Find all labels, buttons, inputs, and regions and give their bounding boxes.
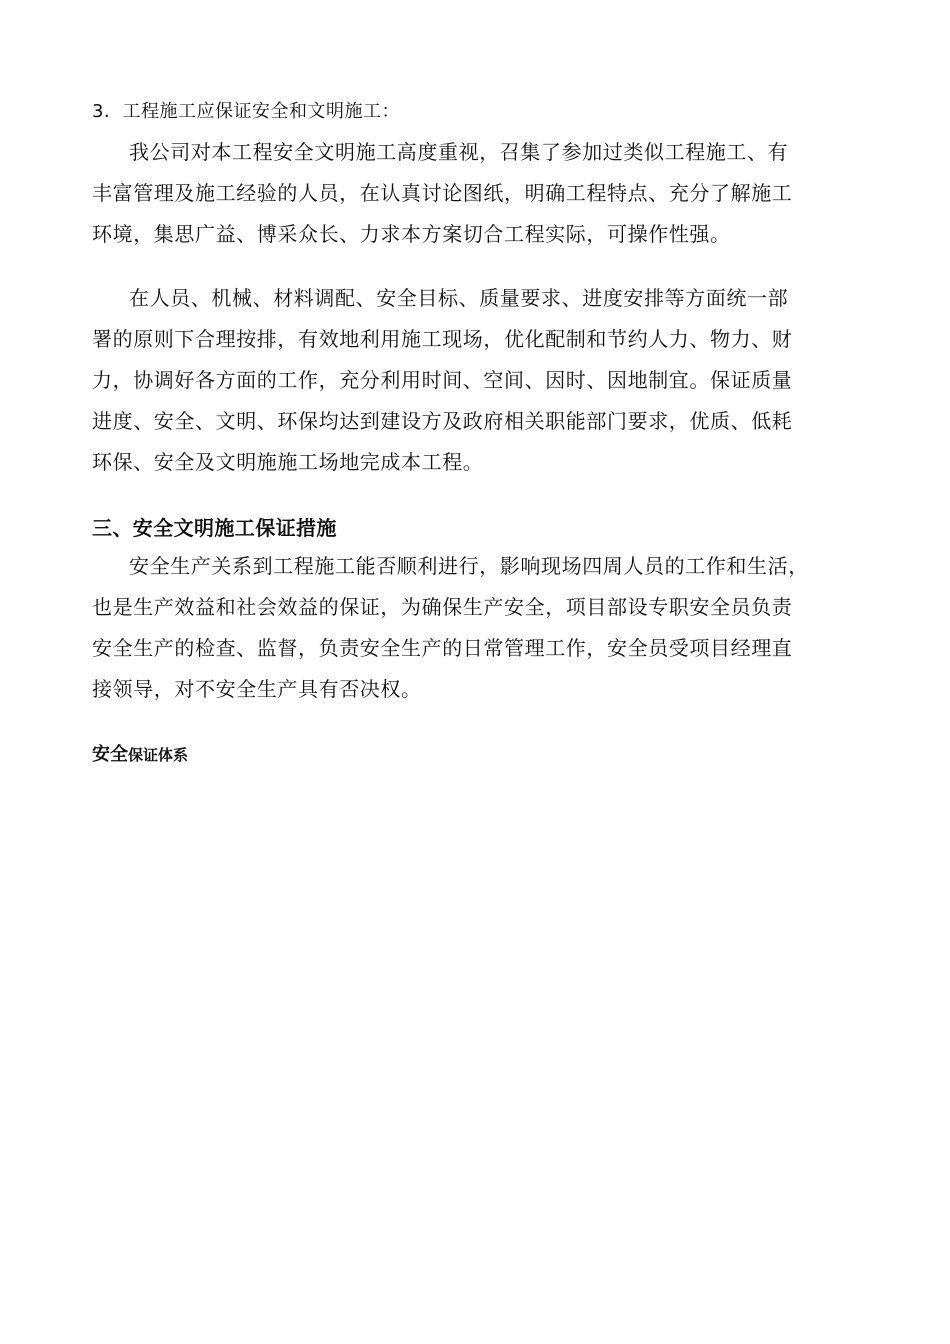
paragraph-line: 安全生产的检查、监督，负责安全生产的日常管理工作，安全员受项目经理直	[92, 636, 793, 660]
paragraph-line: 安全生产关系到工程施工能否顺利进行，影响现场四周人员的工作和生活，	[129, 554, 809, 578]
safety-system-title-part1: 安全	[92, 744, 128, 765]
paragraph-line: 也是生产效益和社会效益的保证，为确保生产安全，项目部设专职安全员负责	[92, 595, 793, 619]
item-3-title: 3．工程施工应保证安全和文明施工：	[92, 101, 400, 122]
paragraph-line: 在人员、机械、材料调配、安全目标、质量要求、进度安排等方面统一部	[129, 286, 789, 310]
paragraph-line: 进度、安全、文明、环保均达到建设方及政府相关职能部门要求，优质、低耗	[92, 409, 793, 433]
safety-system-title-part2: 保证体系	[128, 746, 189, 764]
paragraph-line: 力，协调好各方面的工作，充分利用时间、空间、因时、因地制宜。保证质量	[92, 368, 793, 392]
paragraph-line: 环保、安全及文明施施工场地完成本工程。	[92, 450, 484, 474]
paragraph-line: 丰富管理及施工经验的人员，在认真讨论图纸，明确工程特点、充分了解施工	[92, 181, 793, 205]
paragraph-line: 署的原则下合理按排，有效地利用施工现场，优化配制和节约人力、物力、财	[92, 327, 793, 351]
section-3-title: 三、安全文明施工保证措施	[92, 516, 337, 540]
paragraph-line: 我公司对本工程安全文明施工高度重视，召集了参加过类似工程施工、有	[129, 140, 789, 164]
item-3-paragraph-1	[92, 132, 862, 255]
item-3-paragraph-2	[92, 278, 862, 483]
safety-system-title	[92, 737, 862, 773]
paragraph-line: 环境，集思广益、博采众长、力求本方案切合工程实际，可操作性强。	[92, 222, 731, 246]
section-3-paragraph	[92, 546, 862, 710]
paragraph-line: 接领导，对不安全生产具有否决权。	[92, 677, 422, 701]
